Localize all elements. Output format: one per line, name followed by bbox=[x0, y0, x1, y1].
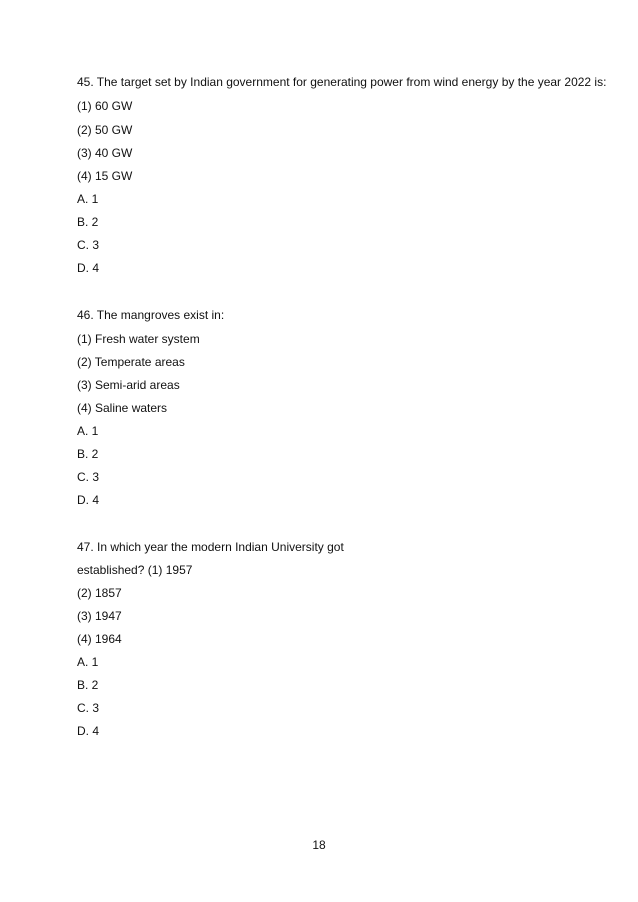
question-47-answer-a: A. 1 bbox=[77, 655, 99, 669]
question-46-option-4: (4) Saline waters bbox=[77, 401, 168, 415]
question-47-option-3: (3) 1947 bbox=[77, 609, 122, 623]
question-45-answer-c: C. 3 bbox=[77, 238, 100, 252]
question-46-answer-a: A. 1 bbox=[77, 424, 99, 438]
question-47-answer-d: D. 4 bbox=[77, 724, 100, 738]
question-45-answer-b: B. 2 bbox=[77, 215, 99, 229]
question-45-option-4: (4) 15 GW bbox=[77, 169, 133, 183]
question-47-text-continued: established? (1) 1957 bbox=[77, 563, 193, 577]
question-45-option-3: (3) 40 GW bbox=[77, 146, 133, 160]
question-47-answer-b: B. 2 bbox=[77, 678, 99, 692]
question-45-answer-d: D. 4 bbox=[77, 261, 100, 275]
question-46-text: 46. The mangroves exist in: bbox=[77, 308, 225, 322]
question-45-text: 45. The target set by Indian government for generating power from wind energy by the year 2022 is: bbox=[77, 75, 607, 89]
question-45-option-1: (1) 60 GW bbox=[77, 99, 133, 113]
question-46-option-2: (2) Temperate areas bbox=[77, 355, 185, 369]
question-46-answer-b: B. 2 bbox=[77, 447, 99, 461]
question-46-answer-c: C. 3 bbox=[77, 470, 100, 484]
question-46-option-1: (1) Fresh water system bbox=[77, 332, 200, 346]
question-46-answer-d: D. 4 bbox=[77, 493, 100, 507]
question-47-answer-c: C. 3 bbox=[77, 701, 100, 715]
question-47-option-4: (4) 1964 bbox=[77, 632, 122, 646]
question-47-option-2: (2) 1857 bbox=[77, 586, 122, 600]
question-45-answer-a: A. 1 bbox=[77, 192, 99, 206]
page-number: 18 bbox=[312, 838, 326, 852]
question-45-option-2: (2) 50 GW bbox=[77, 123, 133, 137]
question-47-text: 47. In which year the modern Indian University got bbox=[77, 540, 344, 554]
question-46-option-3: (3) Semi-arid areas bbox=[77, 378, 180, 392]
